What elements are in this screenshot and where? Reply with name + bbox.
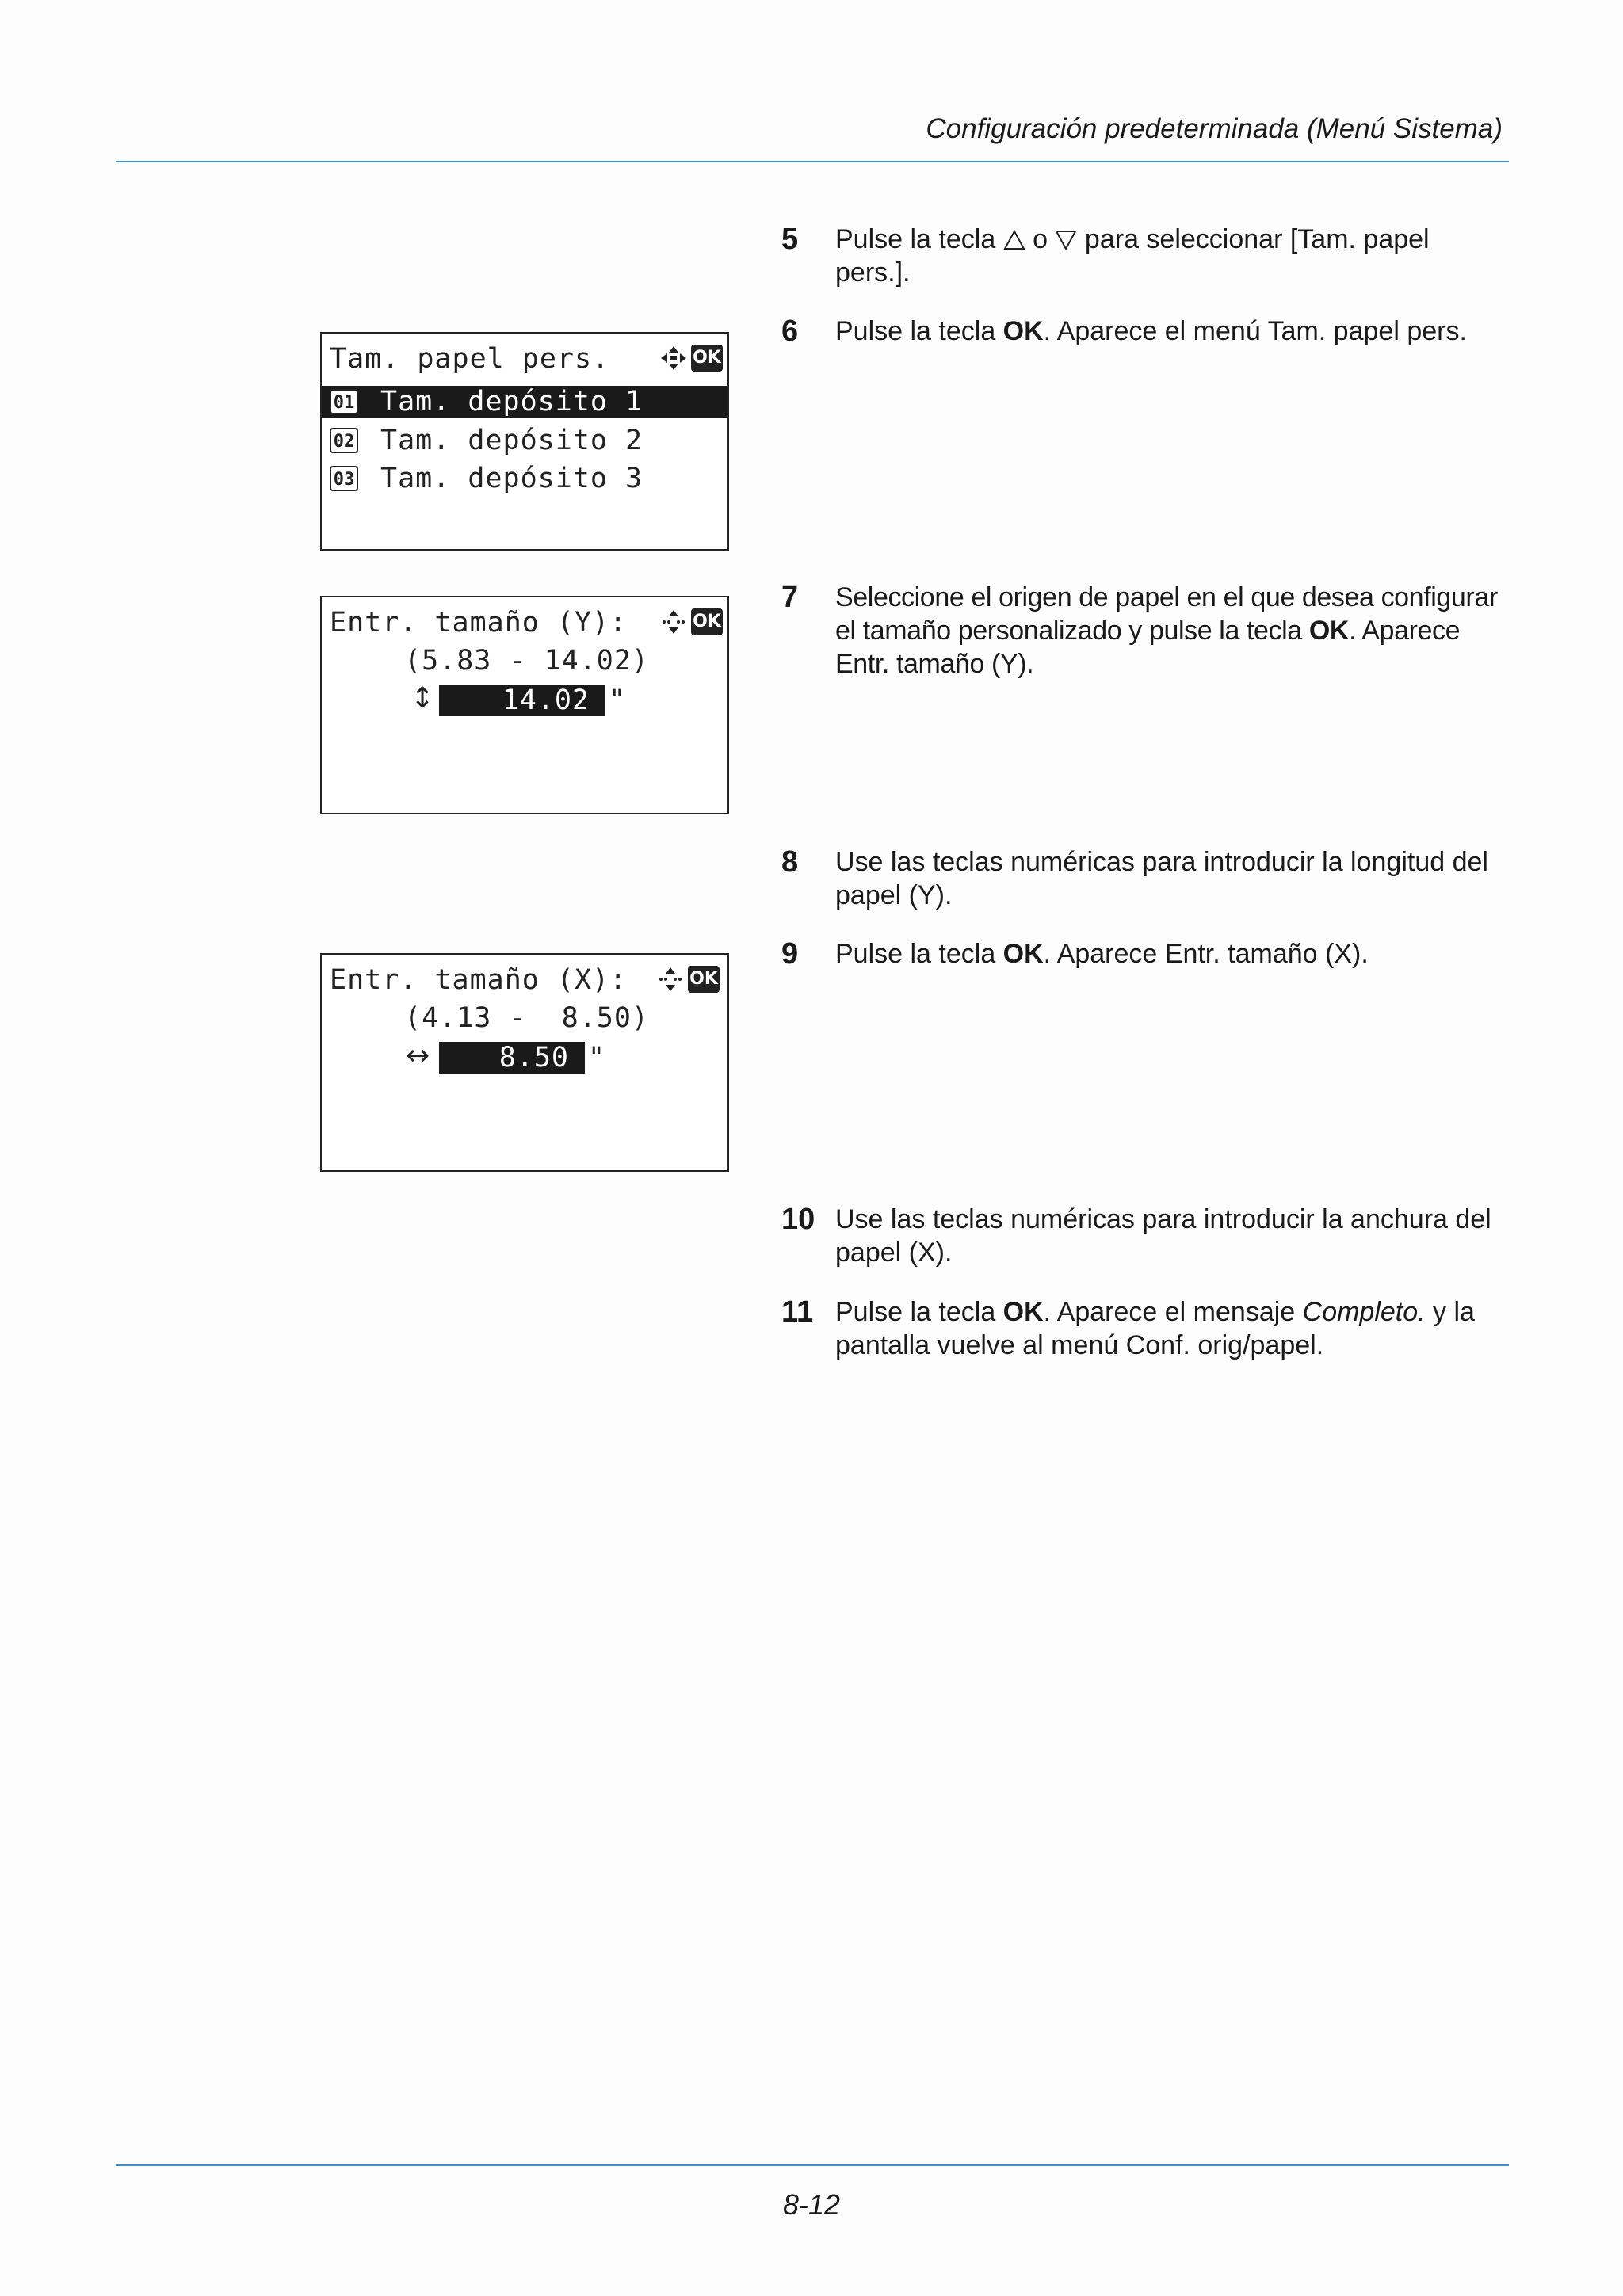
item-number-badge: 03 <box>330 466 358 491</box>
ok-key-icon: OK <box>688 966 720 993</box>
lcd-screen-size-x <box>320 953 729 1172</box>
step-number: 10 <box>781 1203 815 1236</box>
menu-item[interactable]: Tam. depósito 3 <box>380 463 643 494</box>
step-text: Use las teclas numéricas para introducir la longitud del papel (Y). <box>835 847 1488 910</box>
step-number: 7 <box>781 581 799 614</box>
item-number-badge: 02 <box>330 428 358 453</box>
four-way-arrows-icon <box>659 345 688 372</box>
screen-title: Tam. papel pers. <box>330 343 610 375</box>
value-range: (5.83 - 14.02) <box>404 645 650 677</box>
step-number: 5 <box>781 223 799 256</box>
step-text: Pulse la tecla OK. Aparece el mensaje Completo. y la pantalla vuelve al menú Conf. orig/papel. <box>835 1297 1475 1360</box>
footer-rule <box>116 2164 1509 2166</box>
up-triangle-icon <box>1003 230 1025 250</box>
step-number: 9 <box>781 937 799 971</box>
step-text: Use las teclas numéricas para introducir la anchura del papel (X). <box>835 1204 1491 1268</box>
step-number: 8 <box>781 845 799 879</box>
down-triangle-icon <box>1055 230 1077 250</box>
step-text: Pulse la tecla OK. Aparece el menú Tam. papel pers. <box>835 316 1467 346</box>
step-text: Pulse la tecla o para seleccionar [Tam. papel pers.]. <box>835 224 1430 288</box>
step-text: Pulse la tecla OK. Aparece Entr. tamaño (X). <box>835 939 1369 969</box>
screen-title: Entr. tamaño (X): <box>330 964 628 996</box>
page-number: 8-12 <box>782 2188 841 2221</box>
width-value-field[interactable]: 8.50 <box>439 1042 585 1074</box>
nav-ok-indicator <box>658 345 723 373</box>
menu-item[interactable]: Tam. depósito 2 <box>380 425 643 456</box>
value-range: (4.13 - 8.50) <box>404 1002 650 1034</box>
up-down-dotted-arrows-icon <box>659 608 688 635</box>
unit-label: " <box>609 685 626 716</box>
ok-key-icon: OK <box>691 345 723 372</box>
step-number: 11 <box>781 1295 814 1329</box>
lcd-screen-paper-size-menu <box>320 332 729 551</box>
horizontal-arrow-icon: ↔ <box>406 1039 430 1072</box>
menu-item-selected[interactable]: Tam. depósito 1 <box>380 386 643 418</box>
screen-title: Entr. tamaño (Y): <box>330 607 628 639</box>
lcd-screen-size-y <box>320 596 729 814</box>
up-down-dotted-arrows-icon <box>656 966 685 993</box>
nav-ok-indicator <box>658 608 723 637</box>
item-number-badge: 01 <box>330 389 358 414</box>
ok-key-icon: OK <box>691 608 723 635</box>
unit-label: " <box>588 1042 605 1074</box>
nav-ok-indicator <box>655 966 720 994</box>
step-text: Seleccione el origen de papel en el que desea configurar el tamaño personalizado y pulse la tecla OK. Aparece Entr. tamaño (Y). <box>835 582 1498 679</box>
vertical-arrow-icon: ↕ <box>411 682 435 715</box>
page-header-title: Configuración predeterminada (Menú Sistema) <box>926 113 1503 144</box>
length-value-field[interactable]: 14.02 <box>439 685 605 716</box>
header-rule <box>116 161 1509 162</box>
step-number: 6 <box>781 315 799 348</box>
